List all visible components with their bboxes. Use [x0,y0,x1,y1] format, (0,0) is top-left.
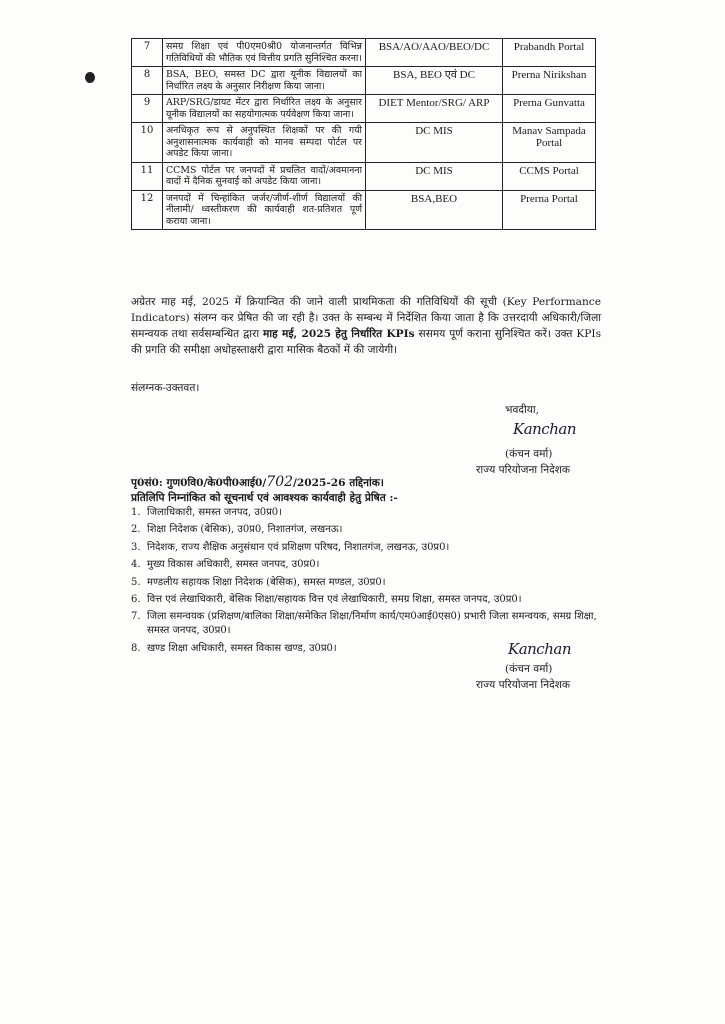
table-row [132,39,596,67]
list-item [131,610,601,638]
row-portal: Prerna Portal [503,190,596,230]
kpi-table [131,38,596,230]
row-responsible: DC MIS [366,123,503,163]
reference-prefix: पृ0सं0: गुण0वि0/के0पी0आई0/ [131,477,267,489]
signatory-designation: राज्य परियोजना निदेशक [476,464,571,476]
row-responsible: BSA,BEO [366,190,503,230]
row-portal: Prabandh Portal [503,39,596,67]
table-row [132,123,596,163]
list-item [131,576,601,590]
list-item [131,506,601,520]
row-number: 9 [132,95,163,123]
list-item-number: 1. [131,507,141,518]
row-activity: जनपदों में चिन्हांकित जर्जर/जीर्ण-शीर्ण विद्यालयों की नीलामी/ ध्वस्तीकरण की कार्यवाही शत-प्रतिशत पूर्ण कराया जाना। [163,190,366,230]
row-responsible: BSA, BEO एवं DC [366,67,503,95]
row-number: 8 [132,67,163,95]
row-activity: ARP/SRG/डायट मेंटर द्वारा निर्धारित लक्ष्य के अनुसार यूनीक विद्यालयों का सहयोगात्मक पर्यवेक्षण किया जाना। [163,95,366,123]
paragraph-bold: माह मई, 2025 हेतु निर्धारित KPIs [263,328,415,340]
table-row [132,162,596,190]
row-activity: अनधिकृत रूप से अनुपस्थित शिक्षकों पर की गयी अनुशासनात्मक कार्यवाही को मानव सम्पदा पोर्टल पर अपडेट किया जाना। [163,123,366,163]
row-responsible: DIET Mentor/SRG/ ARP [366,95,503,123]
row-number: 10 [132,123,163,163]
row-portal: CCMS Portal [503,162,596,190]
body-paragraph [131,294,601,358]
row-activity: BSA, BEO, समस्त DC द्वारा यूनीक विद्यालयों का निर्धारित लक्ष्य के अनुसार निरीक्षण किया जाना। [163,67,366,95]
list-item-text: जिलाधिकारी, समस्त जनपद, उ0प्र0। [147,507,282,518]
signatory-name: (कंचन वर्मा) [505,663,553,675]
row-portal: Prerna Nirikshan [503,67,596,95]
copy-to-list [131,506,601,659]
list-item-text: मण्डलीय सहायक शिक्षा निदेशक (बेसिक), समस्त मण्डल, उ0प्र0। [147,576,386,588]
paragraph-text-2: ससमय पूर्ण कराना सुनिश्चित करें। उक्त KPIs की प्रगति की समीक्षा अधोहस्ताक्षरी द्वारा मासिक बैठकों में की जायेगी। [131,328,602,356]
reference-number [131,474,384,490]
list-item [131,541,601,555]
list-item-text: शिक्षा निदेशक (बेसिक), उ0प्र0, निशातगंज, लखनऊ। [147,524,343,536]
list-item [131,523,601,537]
list-item-number: 7. [131,611,141,623]
row-number: 12 [132,190,163,230]
list-item-number: 5. [131,576,141,588]
closing-salutation: भवदीया, [505,404,539,416]
list-item [131,558,601,572]
handwritten-signature: Kanchan [513,420,576,438]
signatory-designation: राज्य परियोजना निदेशक [476,679,571,691]
row-activity: CCMS पोर्टल पर जनपदों में प्रचलित वादों/अवमानना वादों में दैनिक सुनवाई को अपडेट किया जाना। [163,162,366,190]
list-item-text: मुख्य विकास अधिकारी, समस्त जनपद, उ0प्र0। [147,559,320,571]
list-item-text: जिला समन्वयक (प्रशिक्षण/बालिका शिक्षा/समेकित शिक्षा/निर्माण कार्य/एम0आई0एस0) प्रभारी जिला समन्वयक, समग्र शिक्षा, समस्त जनपद, उ0प्र0। [147,611,597,637]
enclosure-note: संलग्नक-उक्तवत। [131,382,200,394]
paragraph-text-1: अग्रेतर माह मई, 2025 में क्रियान्वित की जाने वाली प्राथमिकता की गतिविधियों की सूची (Key Performance Indicators) संलग्न कर प्रेषित की जा रही है। उक्त के सम्बन्ध में निर्देशित किया जाता है कि उत्तरदायी अधिकारी/जिला समन्वयक तथा सर्वसम्बन्धित द्वारा [131,296,601,340]
row-responsible: DC MIS [366,162,503,190]
handwritten-signature: Kanchan [508,640,571,658]
list-item-text: वित्त एवं लेखाधिकारी, बेसिक शिक्षा/सहायक वित्त एवं लेखाधिकारी, समग्र शिक्षा, समस्त जनपद, उ0प्र0। [147,593,522,605]
row-responsible: BSA/AO/AAO/BEO/DC [366,39,503,67]
list-item-number: 4. [131,559,141,571]
list-item [131,593,601,607]
list-item-number: 6. [131,593,141,605]
list-item-text: खण्ड शिक्षा अधिकारी, समस्त विकास खण्ड, उ0प्र0। [147,642,337,654]
row-activity: समग्र शिक्षा एवं पी0एम0श्री0 योजनान्तर्गत विभिन्न गतिविधियों की भौतिक एवं वित्तीय प्रगति सुनिश्चित करना। [163,39,366,67]
punch-hole [85,72,95,83]
list-item-number: 8. [131,642,141,654]
table-row [132,190,596,230]
table-row [132,67,596,95]
reference-suffix: /2025-26 तद्दिनांक। [293,477,384,489]
row-portal: Prerna Gunvatta [503,95,596,123]
reference-handwritten-number: 702 [266,474,294,490]
signatory-name: (कंचन वर्मा) [505,448,553,460]
list-item-number: 3. [131,541,141,553]
table-row [132,95,596,123]
row-number: 11 [132,162,163,190]
row-number: 7 [132,39,163,67]
copy-to-heading: प्रतिलिपि निम्नांकित को सूचनार्थ एवं आवश्यक कार्यवाही हेतु प्रेषित :- [131,492,398,504]
list-item-text: निदेशक, राज्य शैक्षिक अनुसंधान एवं प्रशिक्षण परिषद, निशातगंज, लखनऊ, उ0प्र0। [147,541,450,553]
list-item-number: 2. [131,524,141,536]
row-portal: Manav Sampada Portal [503,123,596,163]
